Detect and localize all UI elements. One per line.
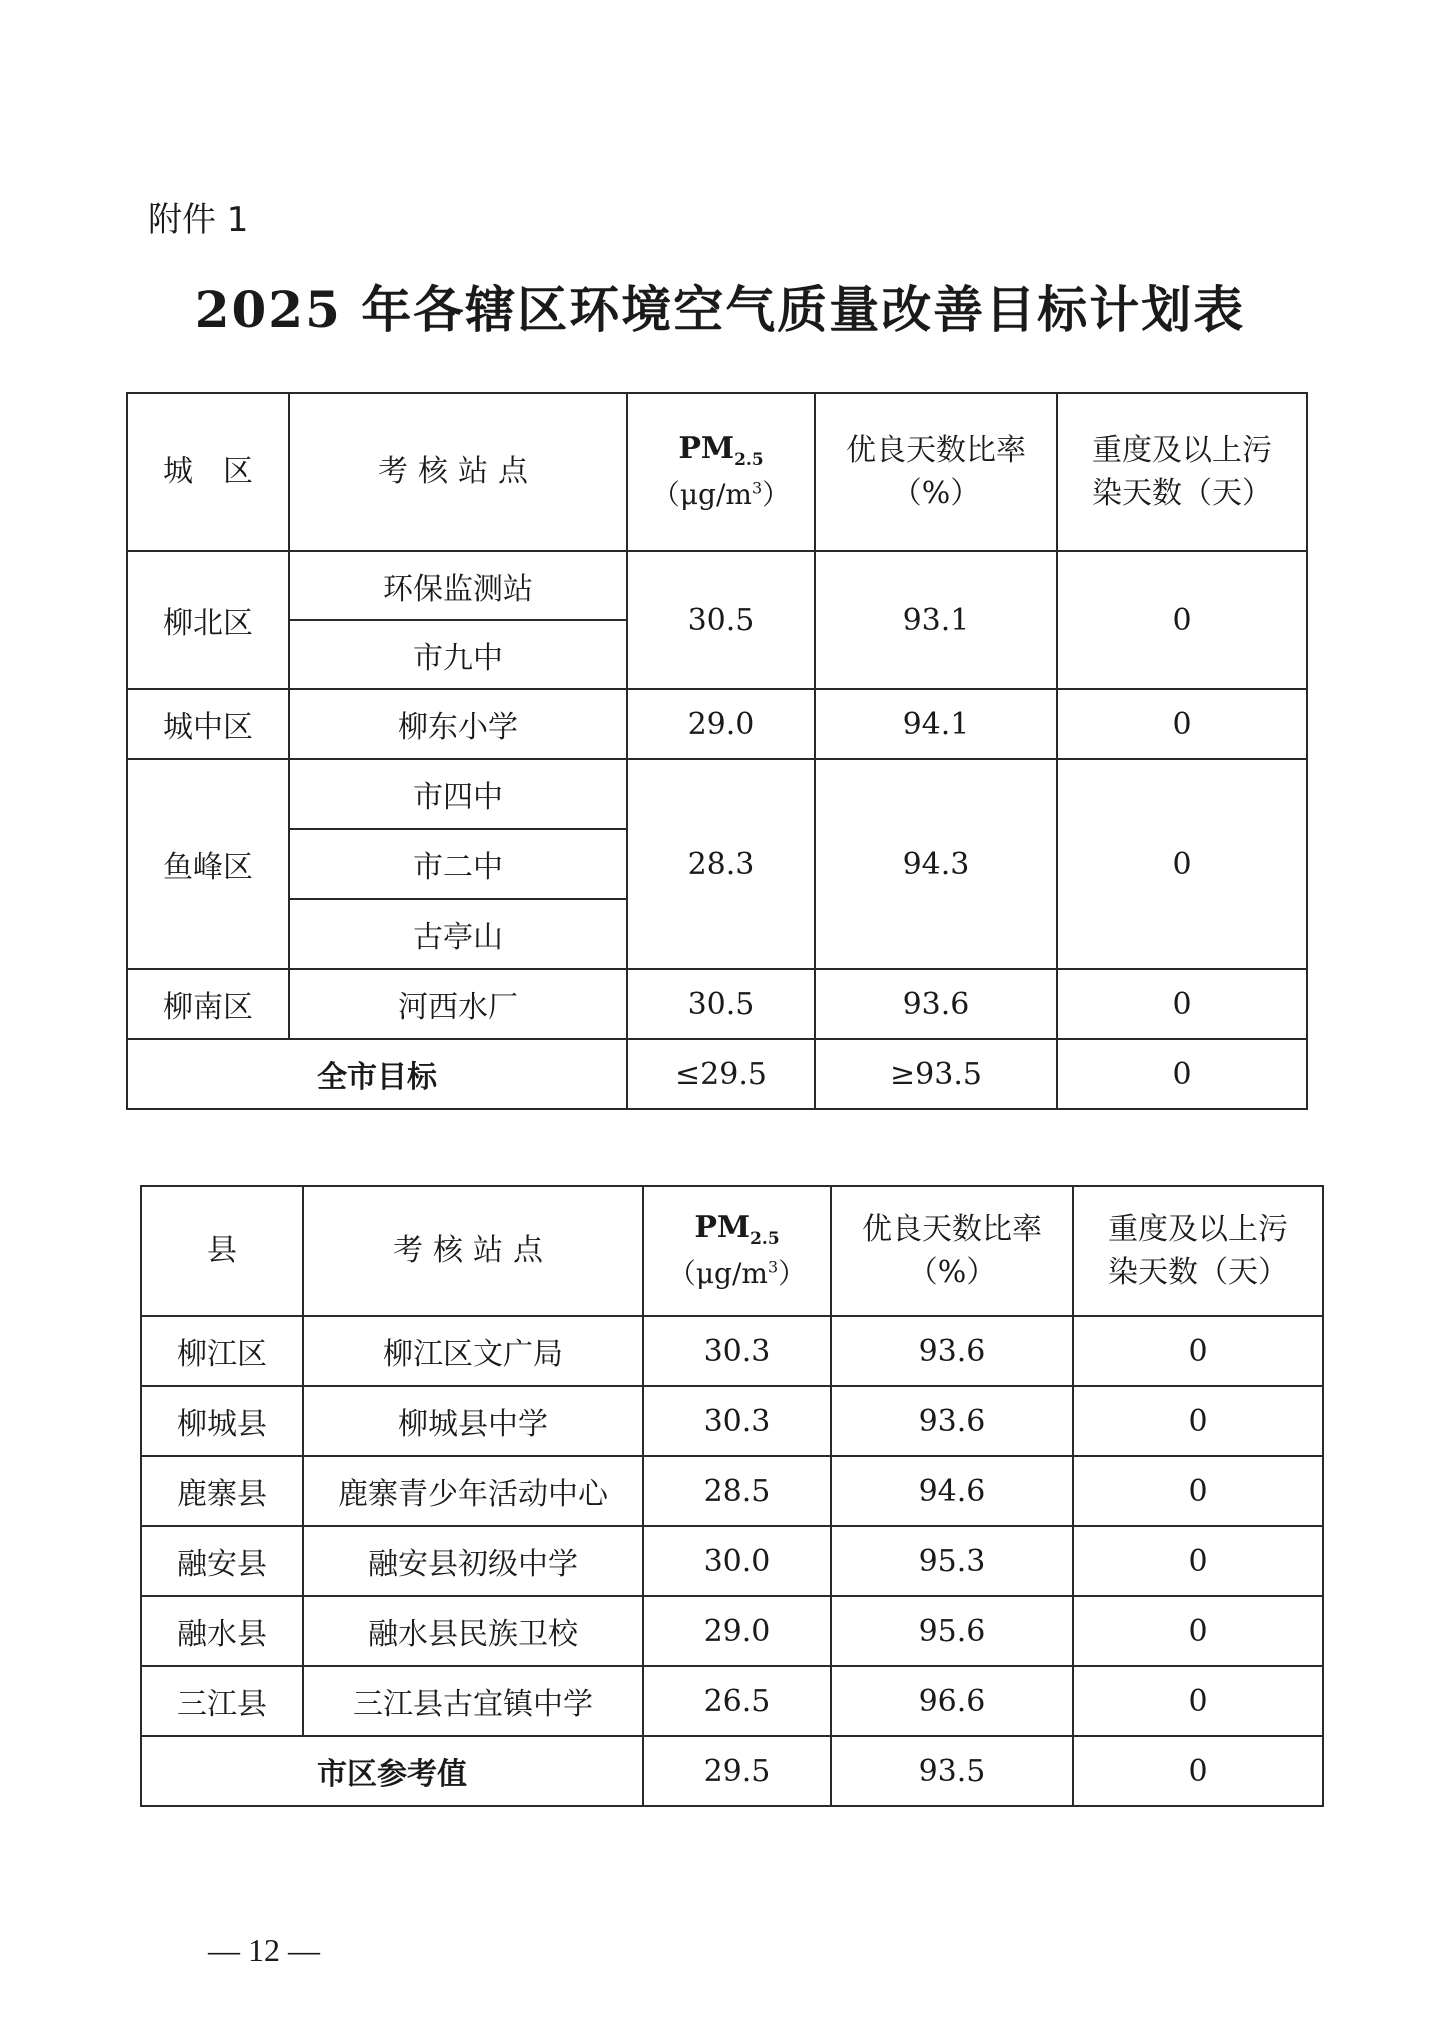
heavy-days-cell: 0 xyxy=(1057,689,1307,759)
pm25-cell: 30.5 xyxy=(627,969,815,1039)
station-cell: 河西水厂 xyxy=(289,969,627,1039)
county-cell: 融水县 xyxy=(141,1596,303,1666)
pm25-cell: 28.5 xyxy=(643,1456,831,1526)
table-row xyxy=(141,1526,1323,1596)
good-rate-cell: 94.1 xyxy=(815,689,1057,759)
total-label: 市区参考值 xyxy=(141,1736,643,1806)
station-cell: 融水县民族卫校 xyxy=(303,1596,643,1666)
table-row xyxy=(141,1316,1323,1386)
pm25-cell: 30.5 xyxy=(627,551,815,689)
district-cell: 柳北区 xyxy=(127,551,289,689)
table-row xyxy=(141,1666,1323,1736)
total-pm25: 29.5 xyxy=(643,1736,831,1806)
header-station: 考核站点 xyxy=(303,1186,643,1316)
heavy-days-cell: 0 xyxy=(1073,1666,1323,1736)
table-row xyxy=(127,759,1307,829)
heavy-days-cell: 0 xyxy=(1073,1456,1323,1526)
station-cell: 三江县古宜镇中学 xyxy=(303,1666,643,1736)
total-heavy-days: 0 xyxy=(1073,1736,1323,1806)
station-cell: 古亭山 xyxy=(289,899,627,969)
heavy-days-cell: 0 xyxy=(1057,969,1307,1039)
total-label: 全市目标 xyxy=(127,1039,627,1109)
total-good-rate: 93.5 xyxy=(831,1736,1073,1806)
attachment-label: 附件 1 xyxy=(148,200,249,240)
county-cell: 三江县 xyxy=(141,1666,303,1736)
pm25-cell: 30.3 xyxy=(643,1386,831,1456)
station-cell: 环保监测站 xyxy=(289,551,627,620)
page-number: — 12 — xyxy=(208,1932,320,1968)
county-cell: 柳城县 xyxy=(141,1386,303,1456)
header-district: 城 区 xyxy=(127,393,289,551)
total-heavy-days: 0 xyxy=(1057,1039,1307,1109)
pm25-cell: 26.5 xyxy=(643,1666,831,1736)
pm25-cell: 28.3 xyxy=(627,759,815,969)
good-rate-cell: 95.3 xyxy=(831,1526,1073,1596)
total-row xyxy=(127,1039,1307,1109)
header-county: 县 xyxy=(141,1186,303,1316)
page-title: 2025 年各辖区环境空气质量改善目标计划表 xyxy=(194,280,1246,339)
station-cell: 市九中 xyxy=(289,620,627,689)
header-pm25: $PM_{2.5}$ $(\mu g/m^3)$ xyxy=(627,393,815,551)
heavy-days-cell: 0 xyxy=(1073,1386,1323,1456)
header-good-rate: 优良天数比率 （%） xyxy=(831,1186,1073,1316)
station-cell: 柳城县中学 xyxy=(303,1386,643,1456)
table-row xyxy=(141,1596,1323,1666)
good-rate-cell: 93.6 xyxy=(831,1386,1073,1456)
pm25-cell: 30.0 xyxy=(643,1526,831,1596)
header-pm25: $PM_{2.5}$ $(\mu g/m^3)$ xyxy=(643,1186,831,1316)
station-cell: 市四中 xyxy=(289,759,627,829)
heavy-days-cell: 0 xyxy=(1057,759,1307,969)
table-row xyxy=(127,551,1307,620)
good-rate-cell: 95.6 xyxy=(831,1596,1073,1666)
urban-header-row xyxy=(127,393,1307,551)
district-cell: 柳南区 xyxy=(127,969,289,1039)
county-target-table xyxy=(140,1185,1324,1807)
good-rate-cell: 93.6 xyxy=(815,969,1057,1039)
good-rate-cell: 96.6 xyxy=(831,1666,1073,1736)
pm25-cell: 29.0 xyxy=(643,1596,831,1666)
heavy-days-cell: 0 xyxy=(1073,1596,1323,1666)
good-rate-cell: 93.1 xyxy=(815,551,1057,689)
table-row xyxy=(127,689,1307,759)
header-station: 考核站点 xyxy=(289,393,627,551)
good-rate-cell: 93.6 xyxy=(831,1316,1073,1386)
table-row xyxy=(141,1456,1323,1526)
total-good-rate: ≥93.5 xyxy=(815,1039,1057,1109)
county-cell: 柳江区 xyxy=(141,1316,303,1386)
header-heavy-days: 重度及以上污 染天数（天） xyxy=(1073,1186,1323,1316)
pm25-cell: 29.0 xyxy=(627,689,815,759)
good-rate-cell: 94.3 xyxy=(815,759,1057,969)
station-cell: 柳东小学 xyxy=(289,689,627,759)
pm25-cell: 30.3 xyxy=(643,1316,831,1386)
station-cell: 柳江区文广局 xyxy=(303,1316,643,1386)
table-row xyxy=(127,969,1307,1039)
heavy-days-cell: 0 xyxy=(1073,1316,1323,1386)
county-cell: 融安县 xyxy=(141,1526,303,1596)
header-good-rate: 优良天数比率 （%） xyxy=(815,393,1057,551)
total-row xyxy=(141,1736,1323,1806)
district-cell: 城中区 xyxy=(127,689,289,759)
heavy-days-cell: 0 xyxy=(1057,551,1307,689)
heavy-days-cell: 0 xyxy=(1073,1526,1323,1596)
station-cell: 市二中 xyxy=(289,829,627,899)
station-cell: 融安县初级中学 xyxy=(303,1526,643,1596)
table-row xyxy=(141,1386,1323,1456)
county-header-row xyxy=(141,1186,1323,1316)
district-cell: 鱼峰区 xyxy=(127,759,289,969)
good-rate-cell: 94.6 xyxy=(831,1456,1073,1526)
station-cell: 鹿寨青少年活动中心 xyxy=(303,1456,643,1526)
urban-target-table xyxy=(126,392,1308,1110)
total-pm25: ≤29.5 xyxy=(627,1039,815,1109)
header-heavy-days: 重度及以上污 染天数（天） xyxy=(1057,393,1307,551)
county-cell: 鹿寨县 xyxy=(141,1456,303,1526)
